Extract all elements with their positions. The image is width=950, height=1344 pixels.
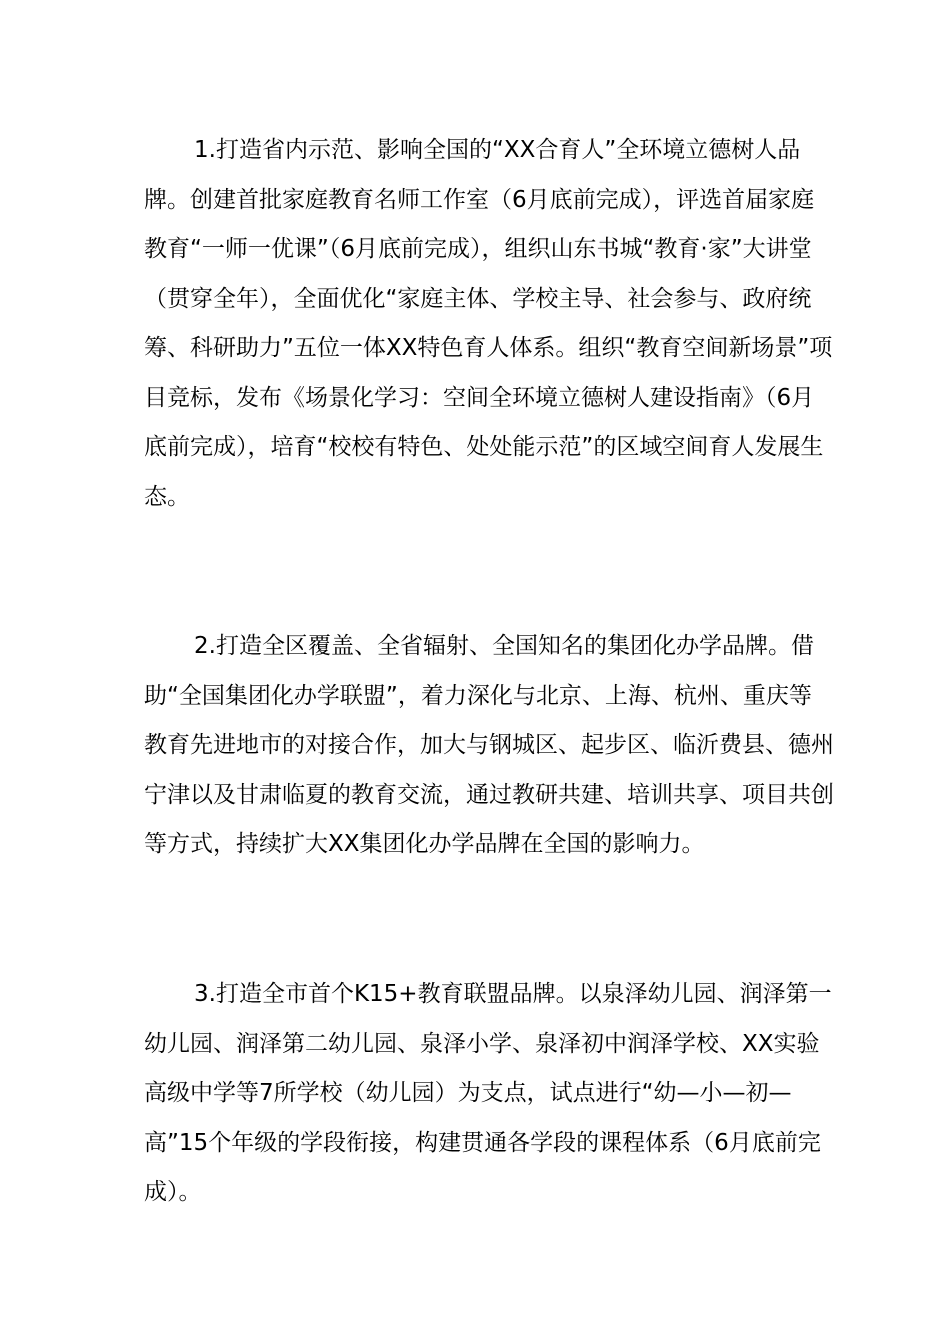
paragraph-2: 2.打造全区覆盖、全省辐射、全国知名的集团化办学品牌。借助“全国集团化办学联盟”，着力深化与北京、上海、杭州、重庆等教育先进地市的对接合作，加大与钢城区、起步区、临沂费县、德州宁津以及甘肃临夏的教育交流，通过教研共建、培训共享、项目共创等方式，持续扩大XX集团化办学品牌在全国的影响力。 [144, 633, 834, 857]
paragraph-3: 3.打造全市首个K15+教育联盟品牌。以泉泽幼儿园、润泽第一幼儿园、润泽第二幼儿园、泉泽小学、泉泽初中润泽学校、XX实验高级中学等7所学校（幼儿园）为支点，试点进行“幼—小—初—高”15个年级的学段衔接，构建贯通各学段的课程体系（6月底前完成）。 [144, 981, 832, 1205]
paragraph-1: 1.打造省内示范、影响全国的“XX合育人”全环境立德树人品牌。创建首批家庭教育名师工作室（6月底前完成），评选首届家庭教育“一师一优课”（6月底前完成），组织山东书城“教育·家”大讲堂（贯穿全年），全面优化“家庭主体、学校主导、社会参与、政府统筹、科研助力”五位一体XX特色育人体系。组织“教育空间新场景”项目竞标，发布《场景化学习：空间全环境立德树人建设指南》（6月底前完成），培育“校校有特色、处处能示范”的区域空间育人发展生态。 [144, 137, 833, 510]
